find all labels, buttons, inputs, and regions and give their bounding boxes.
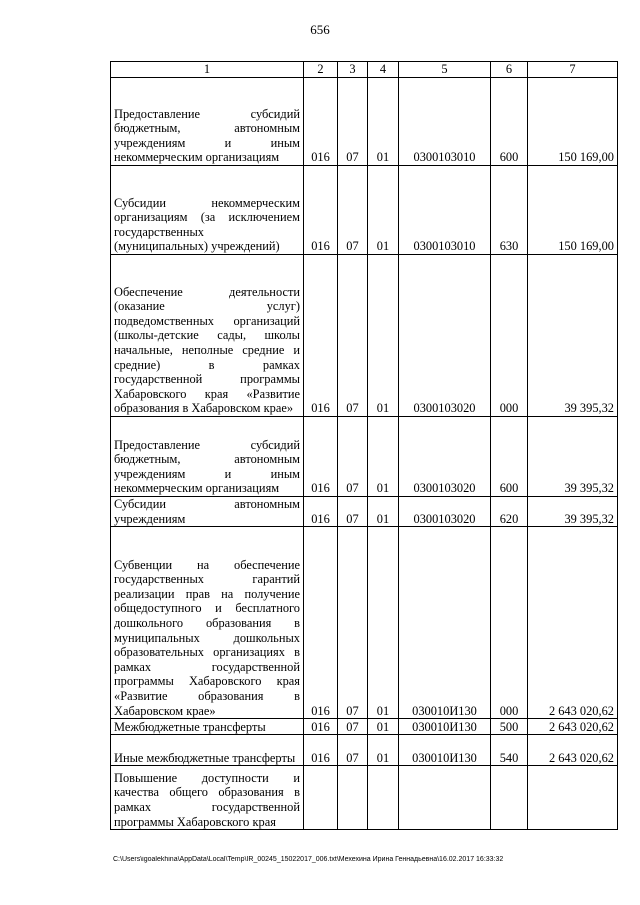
row-expense-type: 000	[491, 527, 528, 719]
row-amount: 2 643 020,62	[528, 735, 618, 766]
row-target-code: 030010И130	[399, 527, 491, 719]
row-target-code	[399, 766, 491, 830]
table-row	[111, 766, 618, 830]
header-col-7: 7	[528, 62, 618, 78]
row-name: Повышение доступности и качества общего образования в рамках государственной программы Хабаровского края	[111, 766, 304, 830]
header-col-1: 1	[111, 62, 304, 78]
table-row	[111, 719, 618, 735]
row-ministry: 016	[304, 719, 338, 735]
row-section: 07	[338, 735, 368, 766]
row-expense-type: 500	[491, 719, 528, 735]
row-expense-type: 620	[491, 497, 528, 527]
row-amount: 150 169,00	[528, 166, 618, 255]
row-amount: 39 395,32	[528, 417, 618, 497]
row-section: 07	[338, 78, 368, 166]
row-ministry: 016	[304, 527, 338, 719]
row-amount: 39 395,32	[528, 497, 618, 527]
row-section: 07	[338, 166, 368, 255]
row-target-code: 0300103020	[399, 255, 491, 417]
row-name: Предоставление субсидий бюджетным, автономным учреждениям и иным некоммерческим организациям	[111, 417, 304, 497]
row-target-code: 0300103010	[399, 166, 491, 255]
row-amount: 2 643 020,62	[528, 527, 618, 719]
row-name: Субвенции на обеспечение государственных гарантий реализации прав на получение общедоступного и бесплатного дошкольного образования в муниципальных дошкольных образовательных организациях в рамках государственной программы Хабаровского края «Развитие образования в Хабаровском крае»	[111, 527, 304, 719]
row-subsection: 01	[368, 719, 399, 735]
row-expense-type: 630	[491, 166, 528, 255]
row-name: Межбюджетные трансферты	[111, 719, 304, 735]
row-amount: 150 169,00	[528, 78, 618, 166]
header-row	[111, 62, 618, 78]
table-row	[111, 166, 618, 255]
row-target-code: 030010И130	[399, 735, 491, 766]
row-section: 07	[338, 255, 368, 417]
row-ministry: 016	[304, 166, 338, 255]
table-row	[111, 497, 618, 527]
row-ministry: 016	[304, 497, 338, 527]
row-target-code: 0300103020	[399, 497, 491, 527]
row-subsection: 01	[368, 78, 399, 166]
header-col-5: 5	[399, 62, 491, 78]
row-target-code: 0300103020	[399, 417, 491, 497]
page-number: 656	[310, 22, 330, 37]
header-col-3: 3	[338, 62, 368, 78]
row-expense-type: 600	[491, 78, 528, 166]
row-subsection	[368, 766, 399, 830]
row-name: Иные межбюджетные трансферты	[111, 735, 304, 766]
row-subsection: 01	[368, 527, 399, 719]
row-subsection: 01	[368, 166, 399, 255]
row-amount: 2 643 020,62	[528, 719, 618, 735]
row-section: 07	[338, 497, 368, 527]
table-row	[111, 255, 618, 417]
table-row	[111, 527, 618, 719]
header-col-2: 2	[304, 62, 338, 78]
row-subsection: 01	[368, 497, 399, 527]
table-row	[111, 78, 618, 166]
row-section	[338, 766, 368, 830]
table-row	[111, 735, 618, 766]
row-ministry: 016	[304, 417, 338, 497]
row-target-code: 030010И130	[399, 719, 491, 735]
row-name: Обеспечение деятельности (оказание услуг) подведомственных организаций (школы-детские сады, школы начальные, неполные средние и средние) в рамках государственной программы Хабаровского края «Развитие образования в Хабаровском крае»	[111, 255, 304, 417]
row-ministry: 016	[304, 255, 338, 417]
row-expense-type: 540	[491, 735, 528, 766]
table-row	[111, 417, 618, 497]
row-target-code: 0300103010	[399, 78, 491, 166]
row-section: 07	[338, 719, 368, 735]
row-section: 07	[338, 417, 368, 497]
row-section: 07	[338, 527, 368, 719]
header-col-4: 4	[368, 62, 399, 78]
row-ministry: 016	[304, 735, 338, 766]
row-amount: 39 395,32	[528, 255, 618, 417]
row-expense-type	[491, 766, 528, 830]
row-name: Субсидии автономным учреждениям	[111, 497, 304, 527]
row-subsection: 01	[368, 735, 399, 766]
row-subsection: 01	[368, 255, 399, 417]
row-amount	[528, 766, 618, 830]
file-path-footer: C:\Users\igoalekhina\AppData\Local\Temp\IR_00245_15022017_006.txt\Мехехина Ирина Геннадьевна\16.02.2017 16:33:32	[113, 856, 504, 863]
header-col-6: 6	[491, 62, 528, 78]
row-name: Предоставление субсидий бюджетным, автономным учреждениям и иным некоммерческим организациям	[111, 78, 304, 166]
row-subsection: 01	[368, 417, 399, 497]
row-ministry	[304, 766, 338, 830]
row-expense-type: 000	[491, 255, 528, 417]
row-ministry: 016	[304, 78, 338, 166]
row-name: Субсидии некоммерческим организациям (за исключением государственных (муниципальных) учреждений)	[111, 166, 304, 255]
budget-table	[110, 61, 618, 830]
row-expense-type: 600	[491, 417, 528, 497]
